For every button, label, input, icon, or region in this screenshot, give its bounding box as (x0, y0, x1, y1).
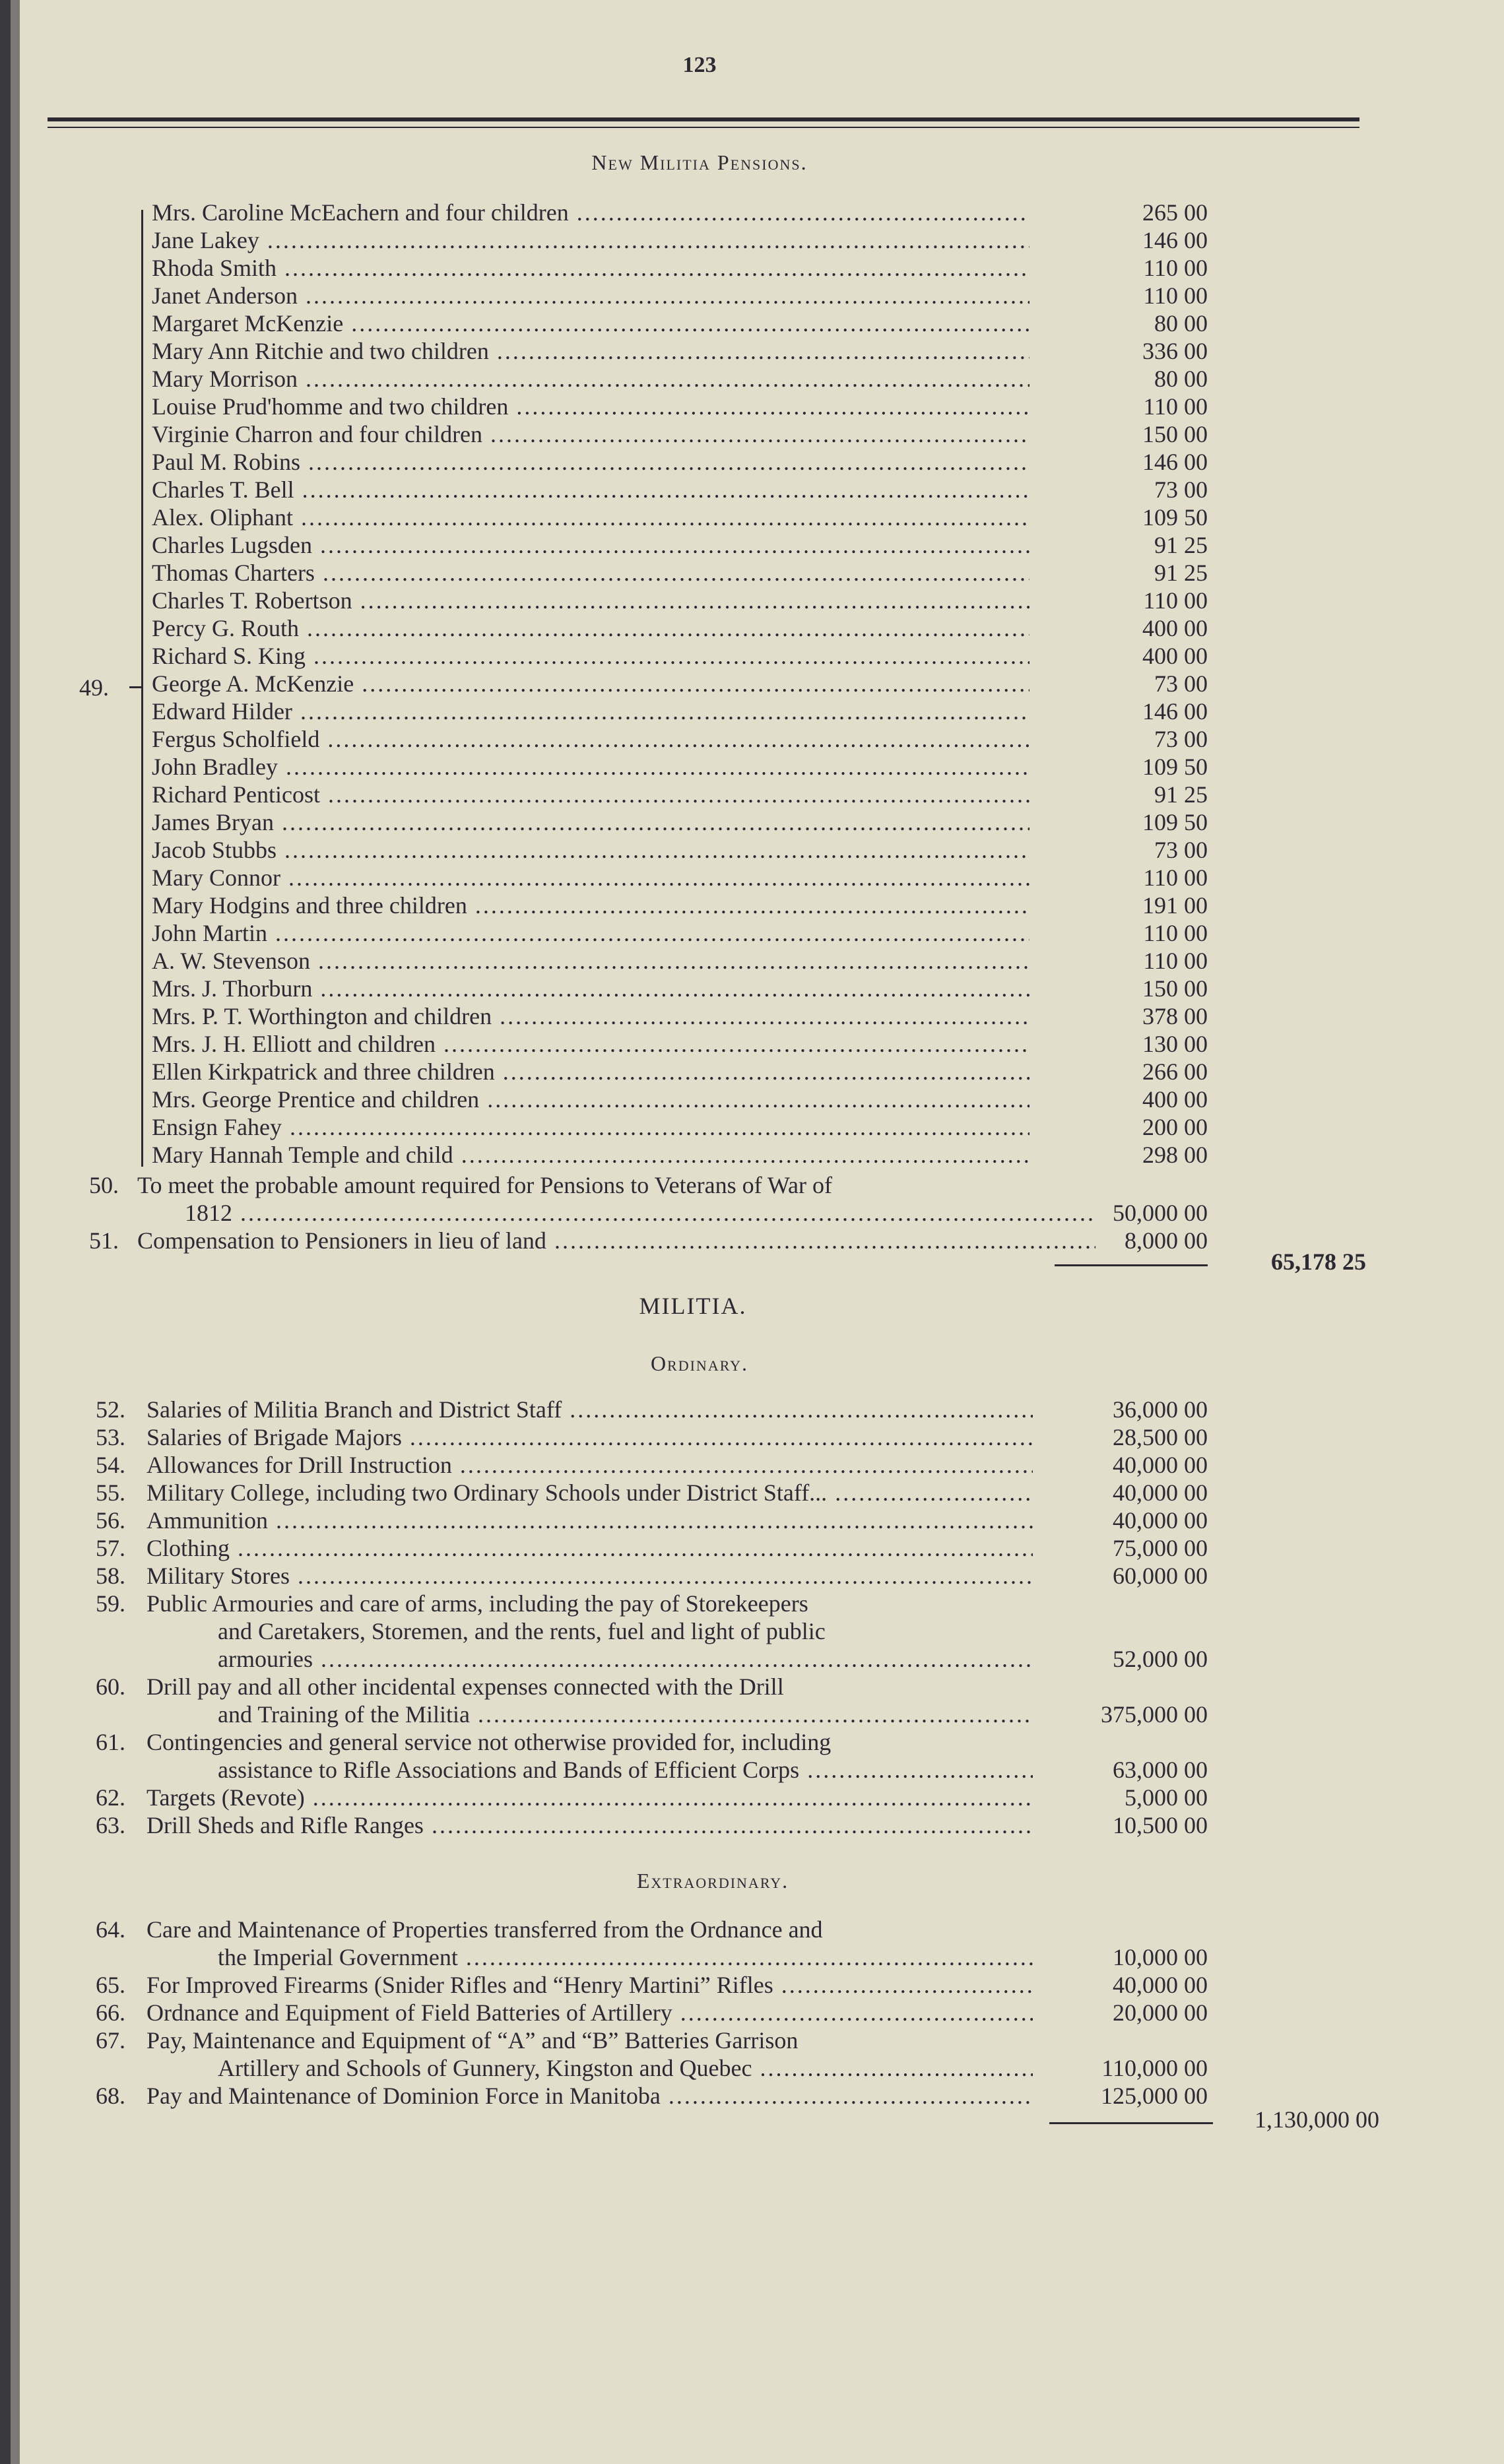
pension-amount: 110 00 (1143, 255, 1208, 281)
item-label: 1812 ..... (185, 1200, 1095, 1226)
pension-entry (0, 421, 1254, 447)
item-amount: 36,000 00 (1113, 1396, 1208, 1423)
item-53-line-1 (0, 1424, 1254, 1450)
page-number: 123 (682, 53, 717, 77)
pension-name: Mary Ann Ritchie and two children ..... (152, 338, 1030, 364)
pension-amount: 73 00 (1154, 670, 1208, 697)
pension-amount: 336 00 (1142, 338, 1208, 364)
item-amount: 28,500 00 (1113, 1424, 1208, 1450)
item-label: Artillery and Schools of Gunnery, Kingston and Quebec ..... (218, 2055, 1033, 2081)
pension-name: Mary Hannah Temple and child ..... (152, 1142, 1030, 1168)
item-label: and Caretakers, Storemen, and the rents, fuel and light of public (218, 1618, 826, 1644)
pension-amount: 146 00 (1142, 449, 1208, 475)
item-62-line-1 (0, 1784, 1254, 1811)
pension-amount: 265 00 (1142, 199, 1208, 226)
pension-name: Rhoda Smith ..... (152, 255, 1030, 281)
item-amount: 10,500 00 (1113, 1812, 1208, 1838)
item-label: Public Armouries and care of arms, including the pay of Storekeepers (147, 1590, 808, 1617)
pension-amount: 73 00 (1154, 726, 1208, 752)
pension-amount: 400 00 (1142, 615, 1208, 641)
pension-amount: 91 25 (1154, 532, 1208, 558)
item-number: 62. (96, 1784, 125, 1811)
pension-name: Thomas Charters ..... (152, 560, 1030, 586)
pension-entry (0, 1086, 1254, 1113)
pension-name: Mrs. J. Thorburn ..... (152, 975, 1030, 1002)
pension-amount: 73 00 (1154, 837, 1208, 863)
pension-amount: 400 00 (1142, 1086, 1208, 1113)
item-number: 56. (96, 1507, 125, 1534)
pension-entry (0, 255, 1254, 281)
ordinary-heading: Ordinary. (650, 1351, 749, 1375)
pension-name: Mrs. Caroline McEachern and four children ..... (152, 199, 1030, 226)
pension-entry (0, 864, 1254, 891)
pension-entry (0, 587, 1254, 614)
pension-amount: 73 00 (1154, 476, 1208, 503)
item-amount: 40,000 00 (1113, 1972, 1208, 1998)
pension-entry (0, 310, 1254, 337)
item-label: Drill Sheds and Rifle Ranges ..... (147, 1812, 1033, 1838)
item-68-line-1 (0, 2083, 1254, 2109)
pension-name: Charles T. Bell ..... (152, 476, 1030, 503)
item-59-line-3 (0, 1646, 1254, 1672)
item-number: 68. (96, 2083, 125, 2109)
item-65-line-1 (0, 1972, 1254, 1998)
pension-name: A. W. Stevenson ..... (152, 948, 1030, 974)
item-59-line-1 (0, 1590, 1254, 1617)
item-label: and Training of the Militia ..... (218, 1701, 1033, 1728)
item-label: Pay, Maintenance and Equipment of “A” and “B” Batteries Garrison (147, 2027, 799, 2054)
item-amount: 52,000 00 (1113, 1646, 1208, 1672)
item-number: 63. (96, 1812, 125, 1838)
item-label: Targets (Revote) ..... (147, 1784, 1033, 1811)
pension-name: Fergus Scholfield ..... (152, 726, 1030, 752)
item-63-line-1 (0, 1812, 1254, 1838)
pension-name: Louise Prud'homme and two children ..... (152, 393, 1030, 420)
militia-total: 1,130,000 00 (1255, 2106, 1379, 2133)
item-50-line-2 (66, 1200, 1320, 1226)
pension-entry (0, 199, 1254, 226)
pension-amount: 146 00 (1142, 227, 1208, 253)
item-number: 61. (96, 1729, 125, 1755)
pension-name: Virginie Charron and four children ..... (152, 421, 1030, 447)
item-amount: 8,000 00 (1125, 1227, 1208, 1254)
item-amount: 5,000 00 (1125, 1784, 1208, 1811)
pension-name: Jane Lakey ..... (152, 227, 1030, 253)
item-amount: 50,000 00 (1113, 1200, 1208, 1226)
item-number: 66. (96, 1999, 125, 2026)
pension-entry (0, 1114, 1254, 1140)
item-number: 58. (96, 1563, 125, 1589)
pension-amount: 150 00 (1142, 975, 1208, 1002)
item-59-line-2 (0, 1618, 1254, 1644)
pension-name: Mary Hodgins and three children ..... (152, 892, 1030, 919)
item-amount: 75,000 00 (1113, 1535, 1208, 1561)
pension-entry (0, 449, 1254, 475)
pension-entry (0, 670, 1254, 697)
pension-amount: 110 00 (1143, 864, 1208, 891)
extraordinary-heading: Extraordinary. (636, 1869, 789, 1893)
item-55-line-1 (0, 1479, 1254, 1506)
pension-entry (0, 726, 1254, 752)
pension-name: Mrs. George Prentice and children ..... (152, 1086, 1030, 1113)
item-66-line-1 (0, 1999, 1254, 2026)
pension-amount: 400 00 (1142, 643, 1208, 669)
pension-amount: 110 00 (1143, 920, 1208, 946)
brace (141, 210, 143, 1167)
pension-name: Ensign Fahey ..... (152, 1114, 1030, 1140)
item-52-line-1 (0, 1396, 1254, 1423)
item-label: Clothing ..... (147, 1535, 1033, 1561)
pension-name: Ellen Kirkpatrick and three children ..... (152, 1058, 1030, 1085)
item-67-line-1 (0, 2027, 1254, 2054)
pension-entry (0, 1058, 1254, 1085)
item-label: To meet the probable amount required for Pensions to Veterans of War of (137, 1172, 832, 1198)
pension-amount: 266 00 (1142, 1058, 1208, 1085)
pension-entry (0, 698, 1254, 725)
item-51 (66, 1227, 1320, 1254)
item-label: Ordnance and Equipment of Field Batteries of Artillery ..... (147, 1999, 1033, 2026)
pension-entry (0, 809, 1254, 835)
item-label: Drill pay and all other incidental expenses connected with the Drill (147, 1673, 784, 1700)
pension-amount: 110 00 (1143, 393, 1208, 420)
header-rule-thin (48, 127, 1359, 128)
item-number: 55. (96, 1479, 125, 1506)
item-label: Pay and Maintenance of Dominion Force in Manitoba ..... (147, 2083, 1033, 2109)
item-60-line-1 (0, 1673, 1254, 1700)
pensions-heading: New Militia Pensions. (591, 150, 808, 174)
pension-entry (0, 504, 1254, 531)
pension-entry (0, 338, 1254, 364)
item-number: 50. (89, 1172, 119, 1198)
item-50-line-1 (66, 1172, 1320, 1198)
item-number: 52. (96, 1396, 125, 1423)
pension-entry (0, 920, 1254, 946)
item-amount: 20,000 00 (1113, 1999, 1208, 2026)
item-label: Military Stores ..... (147, 1563, 1033, 1589)
item-number: 67. (96, 2027, 125, 2054)
pension-amount: 191 00 (1142, 892, 1208, 919)
pension-amount: 110 00 (1143, 948, 1208, 974)
header-rule (48, 117, 1359, 121)
pension-amount: 146 00 (1142, 698, 1208, 725)
item-number: 65. (96, 1972, 125, 1998)
pension-entry (0, 532, 1254, 558)
pension-name: Margaret McKenzie ..... (152, 310, 1030, 337)
pension-name: Alex. Oliphant ..... (152, 504, 1030, 531)
item-number: 53. (96, 1424, 125, 1450)
item-61-line-2 (0, 1757, 1254, 1783)
pension-entry (0, 754, 1254, 780)
item-label: Ammunition ..... (147, 1507, 1033, 1534)
pension-name: Mary Morrison ..... (152, 366, 1030, 392)
item-label: the Imperial Government ..... (218, 1944, 1033, 1970)
pension-entry (0, 1003, 1254, 1029)
item-58-line-1 (0, 1563, 1254, 1589)
pension-amount: 110 00 (1143, 282, 1208, 309)
pension-entry (0, 643, 1254, 669)
pension-entry (0, 892, 1254, 919)
pension-amount: 109 50 (1142, 504, 1208, 531)
item-label: Allowances for Drill Instruction ..... (147, 1452, 1033, 1478)
pension-name: George A. McKenzie ..... (152, 670, 1030, 697)
item-number: 59. (96, 1590, 125, 1617)
item-number: 64. (96, 1916, 125, 1943)
militia-heading: MILITIA. (639, 1293, 747, 1319)
pension-entry (0, 1031, 1254, 1057)
pension-amount: 200 00 (1142, 1114, 1208, 1140)
pensions-total: 65,178 25 (1271, 1248, 1366, 1275)
brace-point (129, 686, 141, 688)
pension-amount: 91 25 (1154, 560, 1208, 586)
item-number: 54. (96, 1452, 125, 1478)
item-label: assistance to Rifle Associations and Bands of Efficient Corps ..... (218, 1757, 1033, 1783)
militia-subtotal-rule (1049, 2122, 1213, 2124)
item-label: Contingencies and general service not otherwise provided for, including (147, 1729, 832, 1755)
pension-amount: 110 00 (1143, 587, 1208, 614)
item-amount: 63,000 00 (1113, 1757, 1208, 1783)
pension-name: Janet Anderson ..... (152, 282, 1030, 309)
pension-entry (0, 781, 1254, 808)
pension-entry (0, 560, 1254, 586)
item-amount: 40,000 00 (1113, 1452, 1208, 1478)
pension-amount: 109 50 (1142, 809, 1208, 835)
item-label: Salaries of Militia Branch and District Staff ..... (147, 1396, 1033, 1423)
pension-name: Charles Lugsden ..... (152, 532, 1030, 558)
item-amount: 60,000 00 (1113, 1563, 1208, 1589)
pension-amount: 109 50 (1142, 754, 1208, 780)
item-number: 57. (96, 1535, 125, 1561)
item-60-line-2 (0, 1701, 1254, 1728)
group-number: 49. (79, 674, 109, 701)
item-amount: 10,000 00 (1113, 1944, 1208, 1970)
pension-entry (0, 282, 1254, 309)
subtotal-rule (1055, 1264, 1208, 1266)
pension-entry (0, 948, 1254, 974)
pension-name: Mary Connor ..... (152, 864, 1030, 891)
pension-name: John Bradley ..... (152, 754, 1030, 780)
item-54-line-1 (0, 1452, 1254, 1478)
pension-entry (0, 975, 1254, 1002)
item-57-line-1 (0, 1535, 1254, 1561)
item-label: Compensation to Pensioners in lieu of land ..... (137, 1227, 1095, 1254)
item-label: armouries ..... (218, 1646, 1033, 1672)
item-67-line-2 (0, 2055, 1254, 2081)
pension-amount: 150 00 (1142, 421, 1208, 447)
item-number: 60. (96, 1673, 125, 1700)
item-amount: 40,000 00 (1113, 1479, 1208, 1506)
pension-name: Richard Penticost ..... (152, 781, 1030, 808)
item-61-line-1 (0, 1729, 1254, 1755)
pension-amount: 80 00 (1154, 310, 1208, 337)
pension-name: Percy G. Routh ..... (152, 615, 1030, 641)
pension-name: Paul M. Robins ..... (152, 449, 1030, 475)
pension-name: John Martin ..... (152, 920, 1030, 946)
pension-name: Edward Hilder ..... (152, 698, 1030, 725)
pension-amount: 130 00 (1142, 1031, 1208, 1057)
item-number: 51. (89, 1227, 119, 1254)
pension-name: Jacob Stubbs ..... (152, 837, 1030, 863)
pension-amount: 298 00 (1142, 1142, 1208, 1168)
item-64-line-2 (0, 1944, 1254, 1970)
item-label: Military College, including two Ordinary Schools under District Staff... ..... (147, 1479, 1033, 1506)
pension-amount: 378 00 (1142, 1003, 1208, 1029)
pension-entry (0, 227, 1254, 253)
pension-name: Richard S. King ..... (152, 643, 1030, 669)
item-64-line-1 (0, 1916, 1254, 1943)
pension-name: Charles T. Robertson ..... (152, 587, 1030, 614)
pension-entry (0, 837, 1254, 863)
pension-entry (0, 366, 1254, 392)
item-amount: 125,000 00 (1101, 2083, 1208, 2109)
pension-entry (0, 615, 1254, 641)
pension-name: James Bryan ..... (152, 809, 1030, 835)
item-amount: 375,000 00 (1101, 1701, 1208, 1728)
pension-name: Mrs. P. T. Worthington and children ..... (152, 1003, 1030, 1029)
item-label: For Improved Firearms (Snider Rifles and “Henry Martini” Rifles ..... (147, 1972, 1033, 1998)
pension-entry (0, 476, 1254, 503)
item-amount: 110,000 00 (1101, 2055, 1208, 2081)
pension-entry (0, 393, 1254, 420)
item-amount: 40,000 00 (1113, 1507, 1208, 1534)
pension-name: Mrs. J. H. Elliott and children ..... (152, 1031, 1030, 1057)
pension-amount: 91 25 (1154, 781, 1208, 808)
pension-entry (0, 1142, 1254, 1168)
pension-amount: 80 00 (1154, 366, 1208, 392)
item-label: Salaries of Brigade Majors ..... (147, 1424, 1033, 1450)
item-56-line-1 (0, 1507, 1254, 1534)
item-label: Care and Maintenance of Properties transferred from the Ordnance and (147, 1916, 823, 1943)
